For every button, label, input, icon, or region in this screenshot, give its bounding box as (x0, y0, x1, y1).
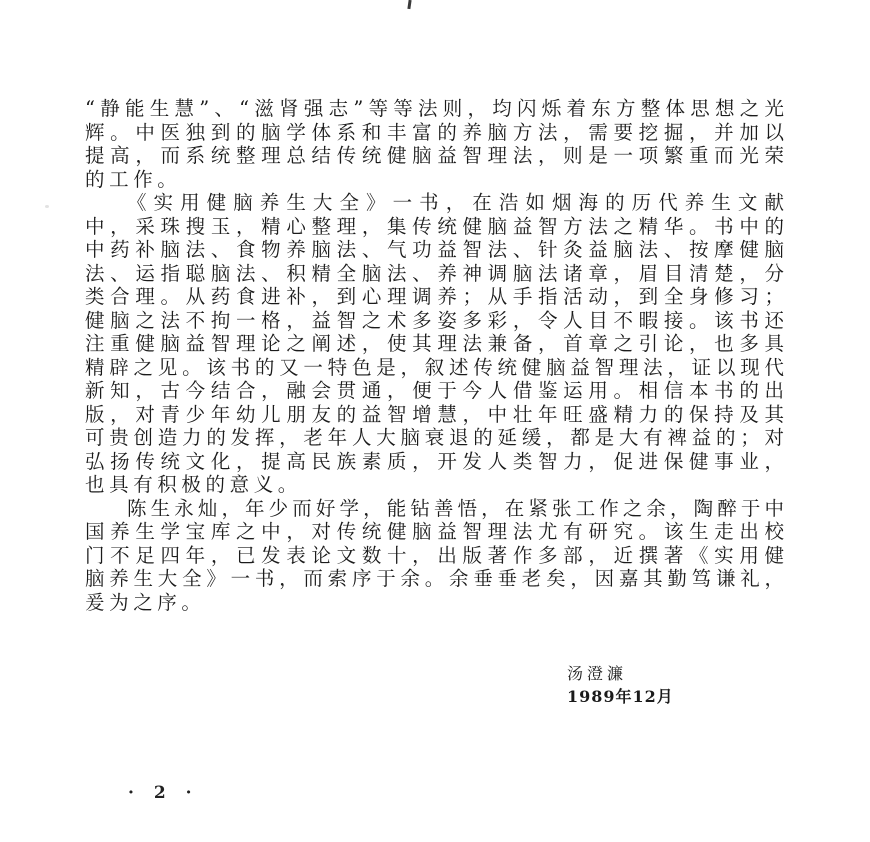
text-line: “静能生慧”、“滋肾强志”等等法则，均闪烁着东方整体思想之光 (85, 97, 785, 120)
text-line: 国养生学宝库之中，对传统健脑益智理法尤有研究。该生走出校 (85, 520, 785, 543)
text-line: 爰为之序。 (85, 590, 206, 614)
text-line: 《实用健脑养生大全》一书，在浩如烟海的历代养生文献 (127, 191, 785, 214)
scan-artifact-left (45, 205, 49, 208)
preface-text (85, 97, 785, 614)
text-line: 中，采珠搜玉，精心整理，集传统健脑益智方法之精华。书中的 (85, 214, 785, 238)
text-line: 版，对青少年幼儿朋友的益智增慧，中壮年旺盛精力的保持及其 (85, 402, 785, 426)
text-line: 法、运指聪脑法、积精全脑法、养神调脑法诸章，眉目清楚，分 (85, 261, 785, 285)
signature-block (567, 662, 674, 708)
text-line: 注重健脑益智理论之阐述，使其理法兼备，首章之引论，也多具 (85, 332, 785, 355)
signature-date: 1989年12月 (567, 687, 674, 706)
text-line: 新知，古今结合，融会贯通，便于今人借鉴运用。相信本书的出 (85, 379, 785, 402)
text-line: 辉。中医独到的脑学体系和丰富的养脑方法，需要挖掘，并加以 (85, 120, 785, 144)
text-line: 的工作。 (85, 167, 182, 191)
text-line: 也具有积极的意义。 (85, 473, 302, 496)
text-line: 可贵创造力的发挥，老年人大脑衰退的延缓，都是大有裨益的；对 (85, 426, 785, 449)
text-line: 陈生永灿，年少而好学，能钻善悟，在紧张工作之余，陶醉于中 (127, 496, 785, 520)
text-line: 提高，而系统整理总结传统健脑益智理法，则是一项繁重而光荣 (85, 144, 785, 167)
text-line: 门不足四年，已发表论文数十，出版著作多部，近撰著《实用健 (85, 543, 785, 567)
signature-name: 汤澄濂 (567, 664, 628, 683)
text-line: 中药补脑法、食物养脑法、气功益智法、针灸益脑法、按摩健脑 (85, 238, 785, 261)
page-number: · 2 · (128, 783, 199, 803)
text-line: 弘扬传统文化，提高民族素质，开发人类智力，促进保健事业， (85, 449, 785, 473)
text-line: 类合理。从药食进补，到心理调养；从手指活动，到全身修习； (85, 285, 785, 308)
text-line: 健脑之法不拘一格，益智之术多姿多彩，令人目不暇接。该书还 (85, 308, 785, 332)
text-line: 脑养生大全》一书，而索序于余。余垂垂老矣，因嘉其勤笃谦礼， (85, 567, 785, 590)
text-line: 精辟之见。该书的又一特色是，叙述传统健脑益智理法，证以现代 (85, 355, 785, 379)
scan-artifact-top (407, 0, 411, 9)
